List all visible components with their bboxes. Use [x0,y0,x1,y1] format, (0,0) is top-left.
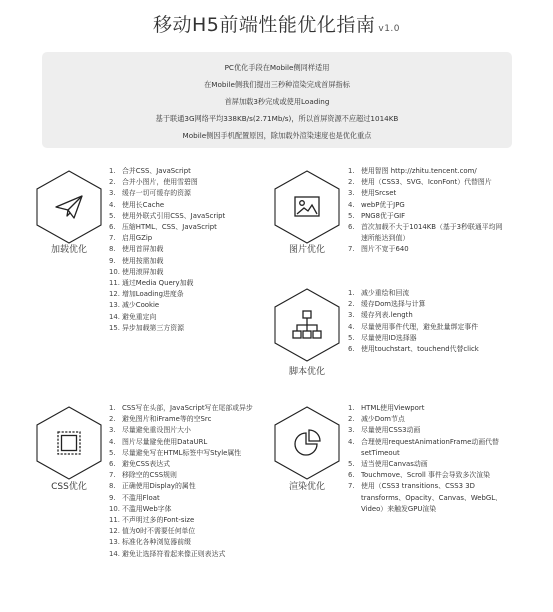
list-item [348,459,511,470]
list-item [109,414,269,425]
list-item [109,233,269,244]
item-number: 1. [348,404,355,412]
item-number: 4. [348,200,355,209]
item-text: CSS写在头部，JavaScript写在尾部或异步 [122,404,253,412]
item-text: 不滥用Web字体 [122,504,172,513]
item-number: 10. [109,267,120,276]
list-item [109,278,269,289]
list-item [109,323,269,334]
list-item [109,222,269,233]
item-number: 6. [348,345,355,354]
item-text: 使用touchstart、touchend代替click [361,345,479,354]
item-text: 避免CSS表达式 [122,460,171,469]
item-text: Touchmove、Scroll 事件会导致多次渲染 [361,471,491,480]
render-hexagon [274,406,340,480]
list-item [109,537,269,548]
load-item-list [109,166,269,334]
item-text: 尽量避免写在HTML标签中写Style属性 [122,448,242,457]
item-text: 移除空的CSS规则 [122,471,177,480]
list-item [109,459,269,470]
list-item [109,549,269,560]
item-number: 7. [109,234,116,243]
list-item [348,333,513,344]
stamp-frame-icon [58,432,80,454]
image-item-list [348,166,508,256]
script-item-list [348,288,513,355]
item-text: 减少Cookie [122,301,160,310]
item-text: 图片尽量避免使用DataURL [122,437,208,446]
list-item [348,166,508,177]
item-text: 图片不宽于640 [361,245,409,254]
item-text: webP优于JPG [361,200,405,209]
item-text: 使用长Cache [122,200,165,209]
list-item [109,504,269,515]
pie-chart-icon [295,430,320,455]
item-number: 4. [109,437,116,446]
summary-line: 基于联通3G网络平均338KB/s(2.71Mb/s)，所以首屏资源不应超过1014KB [155,114,399,123]
css-item-list [109,403,269,560]
list-item [109,188,269,199]
list-item [348,322,513,333]
item-text: 不滥用Float [122,493,160,502]
list-item [109,481,269,492]
picture-icon [295,197,319,216]
list-item [348,177,508,188]
render-item-list [348,403,511,515]
item-number: 9. [109,493,116,502]
item-text: 避免图片和iFrame等的空Src [122,415,212,424]
item-number: 6. [109,460,116,469]
item-number: 7. [348,482,355,491]
list-item [348,437,511,459]
item-number: 11. [109,516,120,525]
item-text: 缓存一切可缓存的资源 [122,189,191,198]
item-text: 通过Media Query加载 [122,279,194,288]
item-text: 缓存Dom选择与计算 [361,300,426,309]
list-item [348,222,508,244]
item-text: 尽量使用CSS3动画 [361,426,421,435]
item-number: 1. [348,167,355,175]
item-number: 8. [109,482,116,491]
list-item [109,211,269,222]
item-text: 使用首屏加载 [122,245,164,254]
item-text: 尽量使用ID选择器 [361,333,417,342]
item-number: 3. [348,311,355,320]
list-item [109,403,269,414]
item-number: 3. [348,189,355,198]
section-label-script: 脚本优化 [288,367,325,377]
item-text: 减少重绘和回流 [361,289,410,297]
item-number: 9. [109,256,116,265]
list-item [109,267,269,278]
list-item [109,437,269,448]
item-number: 12. [109,527,120,536]
item-text: 正确使用Display的属性 [122,482,196,491]
paper-plane-icon [56,196,82,218]
item-text: 减少Dom节点 [361,415,405,424]
item-text: 标准化各种浏览器前缀 [122,538,191,547]
load-hexagon [36,170,102,244]
list-item [348,310,513,321]
item-text: 避免重定向 [122,312,157,321]
item-text: 使用外联式引用CSS、JavaScript [122,211,226,220]
list-item [348,188,508,199]
item-text: 使用（CSS3、SVG、IconFont）代替图片 [361,178,492,187]
list-item [109,244,269,255]
list-item [348,403,511,414]
list-item [109,312,269,323]
item-number: 2. [348,178,355,187]
list-item [348,481,511,515]
item-number: 7. [348,245,355,254]
section-label-image: 图片优化 [288,245,325,255]
list-item [348,288,513,299]
item-number: 6. [348,223,355,232]
item-number: 5. [109,448,116,457]
list-item [109,177,269,188]
item-text: 适当使用Canvas动画 [361,460,428,469]
page-title [0,10,553,37]
item-number: 15. [109,323,120,332]
summary-line: Mobile侧因手机配置原因，除加载外渲染速度也是优化重点 [182,131,372,140]
summary-line: 在Mobile侧我们提出三秒种渲染完成首屏指标 [204,80,350,89]
list-item [348,211,508,222]
item-text: 首次加载不大于1014KB（基于3秒联通平均网速所能达到值） [361,223,503,243]
item-text: 使用智图 http://zhitu.tencent.com/ [361,167,477,175]
list-item [109,448,269,459]
list-item [348,299,513,310]
item-number: 14. [109,312,120,321]
item-number: 3. [109,426,116,435]
list-item [109,200,269,211]
item-number: 3. [348,426,355,435]
list-item [348,200,508,211]
list-item [109,526,269,537]
item-number: 5. [348,460,355,469]
item-text: PNG8优于GIF [361,211,406,220]
css-hexagon [36,406,102,480]
item-number: 7. [109,471,116,480]
item-number: 1. [348,289,355,297]
item-number: 13. [109,301,120,310]
list-item [109,470,269,481]
item-text: 缓存列表.length [361,311,413,320]
list-item [348,344,513,355]
section-label-css: CSS优化 [51,482,87,492]
item-text: 使用（CSS3 transitions、CSS3 3D transforms、Opacity、Canvas、WebGL、Video）来触发GPU渲染 [361,482,502,513]
summary-line: 首屏加载3秒完成或使用Loading [224,97,330,106]
item-text: 异步加载第三方资源 [122,323,185,332]
list-item [348,470,511,481]
item-number: 3. [109,189,116,198]
item-number: 6. [348,471,355,480]
script-hexagon [274,288,340,362]
item-number: 4. [348,322,355,331]
item-number: 11. [109,279,120,288]
title-text: 移动H5前端性能优化指南 [152,14,376,36]
item-number: 10. [109,504,120,513]
item-number: 8. [109,245,116,254]
item-text: 避免让选择符看起来像正则表达式 [122,549,226,558]
item-text: 压缩HTML、CSS、JavaScript [122,223,217,232]
item-number: 2. [348,415,355,424]
list-item [109,425,269,436]
list-item [109,300,269,311]
item-text: 使用按需加载 [122,256,164,265]
item-text: 尽量使用事件代理，避免批量绑定事件 [361,322,479,331]
list-item [109,493,269,504]
section-label-render: 渲染优化 [288,482,325,492]
list-item [348,244,508,255]
summary-line: PC优化手段在Mobile侧同样适用 [224,63,330,72]
item-text: 尽量避免重设图片大小 [122,426,191,435]
image-hexagon [274,170,340,244]
list-item [109,256,269,267]
list-item [348,425,511,436]
item-number: 5. [348,211,355,220]
item-number: 6. [109,223,116,232]
item-text: 增加Loading进度条 [122,290,184,299]
list-item [109,166,269,177]
item-text: 值为0时不需要任何单位 [122,527,196,536]
item-number: 4. [348,437,355,446]
item-number: 2. [348,300,355,309]
item-number: 14. [109,549,120,558]
item-number: 2. [109,415,116,424]
list-item [109,289,269,300]
item-text: 合并小图片，使用雪碧图 [122,178,198,187]
item-number: 4. [109,200,116,209]
item-text: 使用Srcset [361,189,397,198]
list-item [348,414,511,425]
item-number: 12. [109,290,120,299]
item-text: 合并CSS、JavaScript [122,167,191,175]
item-text: 合理使用requestAnimationFrame动画代替setTimeout [361,437,499,457]
item-text: 不声明过多的Font-size [122,516,195,525]
item-number: 5. [348,333,355,342]
item-text: 启用GZip [122,234,153,243]
item-text: HTML使用Viewport [361,404,425,412]
item-number: 13. [109,538,120,547]
summary-box [42,52,512,148]
item-number: 5. [109,211,116,220]
item-number: 1. [109,167,116,175]
sitemap-icon [293,311,321,338]
list-item [109,515,269,526]
item-number: 1. [109,404,116,412]
version-label: v1.0 [378,24,401,34]
section-label-load: 加载优化 [50,245,87,255]
item-text: 使用滚屏加载 [122,267,164,276]
item-number: 2. [109,178,116,187]
